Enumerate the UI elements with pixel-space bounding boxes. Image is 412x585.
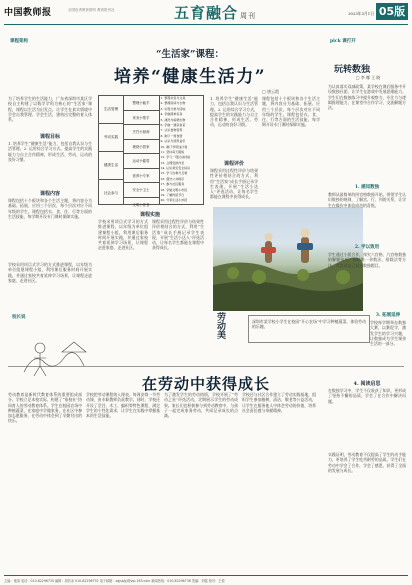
right-subhead-2: 2. 学以致用 — [354, 245, 380, 250]
right-column-headline: 玩转数独 — [334, 65, 371, 75]
section-title — [174, 2, 256, 23]
photo-caption: 深圳市某学校小学生在校园“开心农场”中学习种植蔬菜，体验劳动的乐趣。 — [252, 319, 366, 330]
table-topic: 18. 学做文明小市民 — [160, 187, 188, 192]
section3-text: 学校采用项目式学习的方式推进课程，以年级为单位组建课程小组，利用课后服务时间开展实践，并通过家校共育延伸学习场景，让课程走进家庭、走进社区。 — [98, 219, 148, 251]
table-module: 整理小能手 — [123, 96, 159, 111]
table-topic: 19. 了解传统节日 — [160, 193, 185, 198]
logo-subtitle: 全国优秀教育期刊 教育报刊社 — [68, 8, 115, 12]
table-topic: 2. 整理房间与衣物 — [160, 101, 186, 106]
article-headline: 培养“健康生活力” — [113, 67, 267, 87]
right-column-byline: □ 李 娜 王 晓 — [355, 75, 381, 80]
right-subhead-4: 4. 阅读启思 — [353, 381, 381, 387]
table-topic: 1. 整理书包与文具 — [160, 96, 186, 100]
table-topic: 8. 制订一周食谱 — [160, 133, 183, 138]
section4-title: 课程评价 — [223, 161, 244, 167]
lower-col-4: 学校还与社区合作建立了劳动实践基地，组织学生参加植树、清洁、敬老等公益活动，让学生在服务他人中体会劳动的价值，培养社会责任感与奉献精神。 — [242, 392, 316, 413]
column-tag-lower: 校长说 — [12, 315, 26, 320]
table-module: 安全小卫士 — [123, 183, 159, 198]
table-module: 运动小健将 — [123, 154, 159, 169]
mid-text-b: 课程采用过程性评价与结果性评价相结合的方式，利用“生活家”成长手册记录学生表现，开展“生活小达人”评选活动，让每名学生都能在课程中获得成长。 — [210, 168, 258, 200]
mid-text-c: 课程包括十个板块和各个生活主题，将内容分为基础、拓展、应用三个层次，每个层次对应不同年级的学生。课程包括衣、食、住、行等方面的生活技能，每学期开设专门课时保障实施。 — [262, 96, 320, 128]
section2-title: 课程内容 — [39, 191, 60, 197]
right-column-text5: 在数独学习中，学生不仅收获了知识，更形成了坚持不懈的品质，学会了在合作中解决问题。 — [328, 388, 406, 404]
lower-headline: 在劳动中获得成长 — [141, 375, 270, 393]
section1-title: 课程目标 — [39, 134, 60, 140]
table-topic: 13. 合理安排作息 — [160, 160, 185, 165]
right-column-text4: 学校每学期举办数独大赛，以赛促学，激发学生的学习兴趣，让数独成为学生课余生活的一部分。 — [370, 320, 406, 347]
column-tag-left: 课程架构 — [10, 39, 28, 44]
table-category: 社会参与 — [103, 191, 119, 195]
footer-credits: 主编：褚清 电话：010-82296735 编辑：周若冰 010-82296732 电子邮箱：zgjsbjyj@vip.163.com 新闻热线：010-82296736 美编：刘铭 校对：王悦 — [4, 575, 408, 583]
intro-text: 为了培养学生的生活能力，广东省深圳市某区学校自主构建了以数学学科为核心的“生活家”课程，课程以生活为出发点，让学生在真实情境中学会自我管理、学会生活，建构出完整的育人体系。 — [8, 96, 92, 123]
right-subhead-3: 3. 拓展延伸 — [375, 313, 401, 318]
table-topic: 4. 学做简单家务 — [160, 112, 183, 117]
table-module: 烹饪小厨师 — [123, 125, 159, 140]
section-title-suffix: 周刊 — [240, 12, 257, 20]
table-topic: 3. 垃圾分类与回收 — [160, 106, 186, 111]
section2-text: 课程包括十个板块和各个生活主题，将内容分为基础、拓展、应用三个层次，每个层次对应不同年级的学生。课程包括衣、食、住、行等方面的生活技能，每学期开设专门课时保障实施。 — [8, 198, 92, 219]
table-topic: 15. 学习自救与互救 — [160, 171, 188, 176]
table-topic: 16. 遵守公共秩序 — [160, 176, 185, 181]
right-column-text2: 教师从最简单的四宫格数独开始，带领学生认识数独的规则，了解宫、行、列的关系，让学生在操作中体验成功的喜悦。 — [328, 192, 406, 208]
table-category: 生活管理 — [99, 96, 123, 124]
table-topic: 11. 坚持每天锻炼 — [160, 149, 185, 154]
photo-side-label: 劳动美 — [215, 312, 225, 339]
table-topic: 10. 制订零用钱计划 — [160, 144, 188, 149]
table-topic: 9. 认识与使用货币 — [160, 139, 186, 144]
article-byline: □ 唐云霞 — [262, 89, 280, 94]
table-topic: 7. 认识食物营养 — [160, 128, 183, 133]
right-column-text1: 为认真落实双减政策，某学校在课后服务中开设数独社团，让学生在游戏中发展思维能力。学生们在数独练习中提升观察力、专注力与逻辑推理能力，在课堂中合作学习，交流解题方法。 — [328, 84, 406, 111]
table-module: 营养小专家 — [123, 169, 159, 184]
lower-col-1: 劳动教育是新时代教育体系的重要组成部分。学校立足本校实际，构建了“家校社”协同育人的劳动教育体系。学生在校园农场中种植蔬菜，在家庭中学做家务，在社区中参加志愿服务，在劳动中体会到了辛勤付出的快乐。 — [8, 392, 82, 424]
masthead — [4, 2, 408, 25]
right-subhead-1: 1. 感知数独 — [354, 185, 380, 190]
curriculum-table — [98, 95, 204, 205]
table-topic: 14. 认识常见安全标识 — [160, 166, 191, 171]
article-kicker: “生活家”课程： — [156, 49, 224, 60]
table-topic-column — [159, 96, 203, 204]
table-topic: 6. 学做一道家常菜 — [160, 122, 186, 127]
issue-date: 2023年3月1日 — [348, 11, 374, 16]
table-topic: 17. 参与社区服务 — [160, 182, 185, 187]
table-module: 理财小管家 — [123, 140, 159, 155]
right-column-text3: 学生通过小组合作，探究六宫格、九宫格数独的解题技巧，总结唯一余数法、排除法等方法，并尝试自己设计数独题目。 — [328, 252, 406, 268]
section-title-text: 五育融合 — [174, 4, 239, 22]
section4-text: 课程采用过程性评价与结果性评价相结合的方式，利用“生活家”成长手册记录学生表现，开展“生活小达人”评选活动，让每名学生都能在课程中获得成长。 — [152, 219, 204, 251]
table-category: 劳动实践 — [99, 124, 123, 152]
photo-caption-box — [248, 315, 370, 343]
page-number: 05版 — [376, 3, 408, 20]
table-topic: 20. 分享生活小妙招 — [160, 198, 188, 203]
lower-col-5: 实践证明，劳动教育不仅提高了学生的动手能力，更培养了学生吃苦耐劳的品质。学生们在劳动中学会了合作，学会了感恩，获得了全面的发展与成长。 — [328, 452, 406, 473]
table-module: 文明小使者 — [132, 202, 150, 207]
table-module: 家务小帮手 — [123, 111, 159, 126]
table-topic: 5. 清洗与晾晒衣物 — [160, 117, 186, 122]
table-category-column — [99, 96, 124, 204]
lower-col-2: 学校把劳动课程纳入课表，每周安排一节劳动课，由专职教师负责教学。同时，学校还开设了烹饪、木工、编织等特色课程，满足学生的个性化需求，让学生在实践中掌握基本的生活技能。 — [86, 392, 160, 419]
table-category: 健康生活 — [99, 152, 123, 180]
section3-title: 课程实施 — [139, 212, 160, 218]
section2-text-more: 学校采用项目式学习的方式推进课程，以年级为单位组建课程小组，利用课后服务时间开展实践，并通过家校共育延伸学习场景，让课程走进家庭、走进社区。 — [8, 262, 92, 283]
mid-text-a: 1. 培养学生“健康生活”能力，包括自我认识与生活管理。2. 运用综合学习方式，提高学生的实践能力与自主合作精神，形成生活、劳动、运动的良好习惯。 — [210, 96, 258, 128]
lower-col-3: 为了激发学生的劳动热情，学校开展了“劳动之星”评选活动，定期展示学生的劳动成果。家长们也积极参与到劳动教育中，与孩子一起完成家务劳动，共同记录成长的点滴。 — [164, 392, 238, 419]
column-tag-right: pick 课打开 — [330, 39, 356, 44]
newspaper-logo: 中国教师报 — [4, 8, 52, 18]
table-module-column — [123, 96, 160, 207]
table-topic: 12. 学习一项运动技能 — [160, 155, 191, 160]
sketch-illustration — [14, 332, 98, 380]
section1-text: 1. 培养学生“健康生活”能力，包括自我认识与生活管理。2. 运用综合学习方式，提高学生的实践能力与自主合作精神，形成生活、劳动、运动的良好习惯。 — [8, 141, 92, 162]
